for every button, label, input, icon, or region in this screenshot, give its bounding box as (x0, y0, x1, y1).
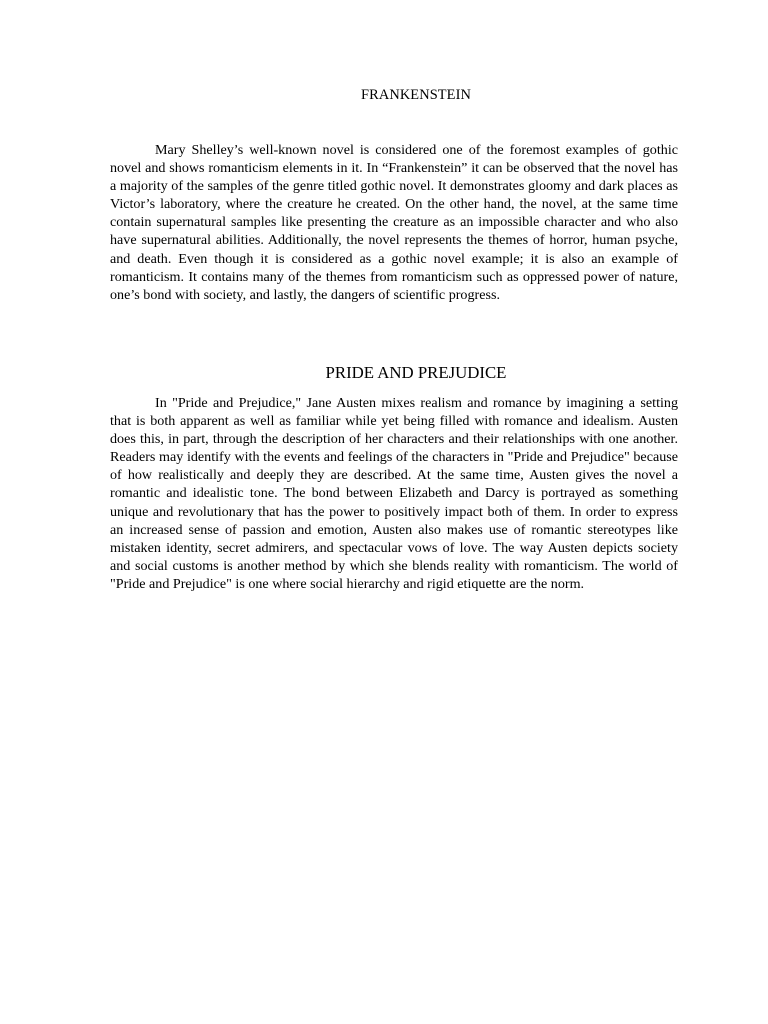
section-paragraph-frankenstein: Mary Shelley’s well-known novel is considered one of the foremost examples of gothic novel and shows romanticism elements in it. In “Frankenstein” it can be observed that the novel has a majority of the samples of the genre titled gothic novel. It demonstrates gloomy and dark places as Victor’s laboratory, where the creature he created. On the other hand, the novel, at the same time contain supernatural samples like presenting the creature as an impossible character and who also have supernatural abilities. Additionally, the novel represents the themes of horror, human psyche, and death. Even though it is considered as a gothic novel example; it is also an example of romanticism. It contains many of the themes from romanticism such as oppressed power of nature, one’s bond with society, and lastly, the dangers of scientific progress. (110, 142, 678, 303)
section-heading-pride-and-prejudice: PRIDE AND PREJUDICE (325, 363, 507, 382)
section-heading-frankenstein: FRANKENSTEIN (361, 87, 471, 103)
section-paragraph-pride-and-prejudice: In "Pride and Prejudice," Jane Austen mixes realism and romance by imagining a setting that is both apparent as well as familiar while yet being filled with romance and idealism. Austen does this, in part, through the description of her characters and their relationships with one another. Readers may identify with the events and feelings of the characters in "Pride and Prejudice" because of how realistically and deeply they are described. At the same time, Austen gives the novel a romantic and idealistic tone. The bond between Elizabeth and Darcy is portrayed as something unique and revolutionary that has the power to positively impact both of them. In order to express an increased sense of passion and emotion, Austen also makes use of romantic stereotypes like mistaken identity, secret admirers, and spectacular vows of love. The way Austen depicts society and social customs is another method by which she blends reality with romanticism. The world of "Pride and Prejudice" is one where social hierarchy and rigid etiquette are the norm. (110, 395, 678, 592)
